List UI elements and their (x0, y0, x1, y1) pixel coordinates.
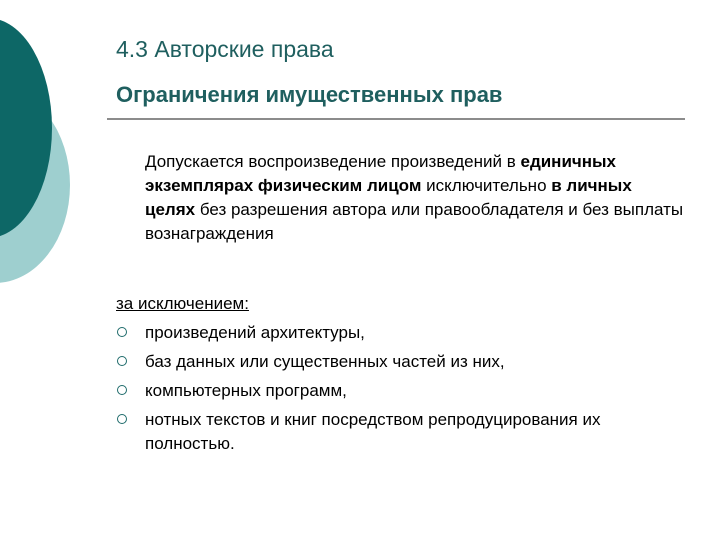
paragraph-bold-2: в личных целях (145, 176, 632, 219)
paragraph-text-1: Допускается воспроизведение произведений в (145, 152, 521, 171)
paragraph-text-2: исключительно (421, 176, 552, 195)
list-item-text: произведений архитектуры, (145, 323, 365, 342)
main-paragraph (145, 150, 685, 246)
hollow-circle-bullet-icon (117, 385, 127, 395)
list-item (116, 408, 691, 456)
decorative-circles (0, 0, 110, 300)
paragraph-text-3: без разрешения автора или правообладателя и без выплаты вознаграждения (145, 200, 684, 243)
slide-subtitle: Ограничения имущественных прав (116, 82, 503, 107)
list-item (116, 379, 691, 403)
slide-title: 4.3 Авторские права (116, 36, 334, 62)
hollow-circle-bullet-icon (117, 414, 127, 424)
list-item (116, 350, 691, 374)
exception-list (116, 321, 691, 461)
exception-label: за исключением: (116, 294, 249, 313)
title-divider (107, 118, 685, 120)
paragraph-bold-1: единичных экземплярах физическим лицом (145, 152, 617, 195)
list-item (116, 321, 691, 345)
list-item-text: нотных текстов и книг посредством репродуцирования их полностью. (145, 410, 601, 453)
list-item-text: баз данных или существенных частей из них, (145, 352, 505, 371)
list-item-text: компьютерных программ, (145, 381, 347, 400)
hollow-circle-bullet-icon (117, 327, 127, 337)
hollow-circle-bullet-icon (117, 356, 127, 366)
